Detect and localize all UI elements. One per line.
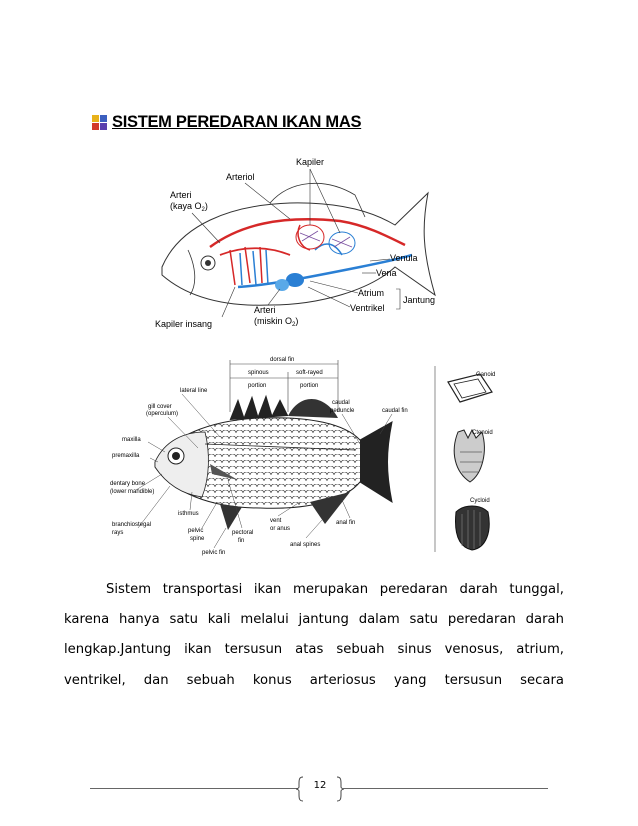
label-arteri-kaya: Arteri — [170, 190, 192, 200]
label-maxilla: maxilla — [122, 437, 141, 443]
colored-square-bullet-icon — [92, 115, 108, 131]
label-pectoral: pectoral — [232, 530, 254, 536]
fish-circulation-diagram — [150, 155, 440, 335]
page-number: 12 — [313, 780, 327, 791]
label-isthmus: isthmus — [178, 511, 199, 517]
label-caudal-fin: caudal fin — [382, 408, 408, 414]
label-branchiostegal: branchiostegal — [112, 522, 152, 528]
cycloid-scale — [456, 498, 490, 550]
label-anal-spines: anal spines — [290, 542, 321, 548]
label-kapiler-insang: Kapiler insang — [155, 319, 213, 329]
page-footer — [90, 776, 548, 802]
label-gill-cover: gill cover — [148, 404, 172, 410]
label-premaxilla: premaxilla — [112, 453, 140, 459]
label-vent: vent — [270, 518, 282, 524]
paragraph-line: Sistem transportasi ikan merupakan peredaran darah tunggal, — [106, 582, 564, 597]
label-soft-rayed-portion: portion — [300, 383, 319, 389]
label-or-anus: or anus — [270, 526, 291, 532]
label-pelvic-spine: pelvic — [188, 528, 204, 534]
label-jantung: Jantung — [403, 295, 436, 305]
footer-rule-left — [90, 788, 298, 789]
ganoid-scale — [448, 372, 495, 402]
label-ctenoid: Ctenoid — [472, 430, 493, 436]
label-dentary-bone: dentary bone — [110, 481, 146, 487]
label-venula: Venula — [390, 253, 418, 263]
paragraph-line: ventrikel, dan sebuah konus arteriosus yang tersusun secara — [64, 672, 564, 688]
label-arteriol: Arteriol — [226, 172, 255, 182]
label-dorsal-fin: dorsal fin — [270, 357, 295, 363]
label-atrium: Atrium — [358, 288, 385, 298]
label-cycloid: Cycloid — [470, 498, 490, 504]
label-spinous-portion: portion — [248, 383, 267, 389]
label-soft-rayed: soft-rayed — [296, 370, 323, 376]
ctenoid-scale — [454, 430, 492, 482]
label-spinous: spinous — [248, 370, 269, 376]
label-arteri-miskin-sub: (miskin $O_2$) — [254, 316, 299, 328]
page-title: SISTEM PEREDARAN IKAN MAS — [112, 113, 362, 131]
label-arteri-miskin: Arteri — [254, 305, 276, 315]
label-rays: rays — [112, 530, 124, 536]
footer-rule-right — [342, 788, 548, 789]
label-pelvic-spine-2: spine — [190, 536, 205, 542]
paragraph-line: lengkap.Jantung ikan tersusun atas sebuah sinus venosus, atrium, — [64, 642, 564, 658]
fish-anatomy-diagram — [110, 352, 510, 562]
paragraph-line: karena hanya satu kali melalui jantung dalam satu peredaran darah — [64, 612, 564, 628]
body-paragraph — [64, 575, 564, 696]
label-caudal-peduncle-2: peduncle — [330, 408, 355, 414]
label-kapiler: Kapiler — [296, 157, 325, 167]
right-brace-icon — [335, 776, 345, 802]
label-arteri-kaya-sub: (kaya $O_2$) — [170, 201, 208, 213]
label-ventrikel: Ventrikel — [350, 303, 385, 313]
label-lower-mandible: (lower mandible) — [110, 489, 155, 495]
label-lateral-line: lateral line — [180, 388, 208, 394]
label-ganoid: Ganoid — [476, 372, 496, 378]
label-pelvic-fin: pelvic fin — [202, 550, 226, 556]
label-caudal-peduncle: caudal — [332, 400, 350, 406]
label-operculum: (operculum) — [146, 411, 179, 417]
label-anal-fin: anal fin — [336, 520, 356, 526]
label-pectoral-fin: fin — [238, 538, 245, 544]
label-vena: Vena — [376, 268, 397, 278]
section-heading — [92, 113, 361, 132]
